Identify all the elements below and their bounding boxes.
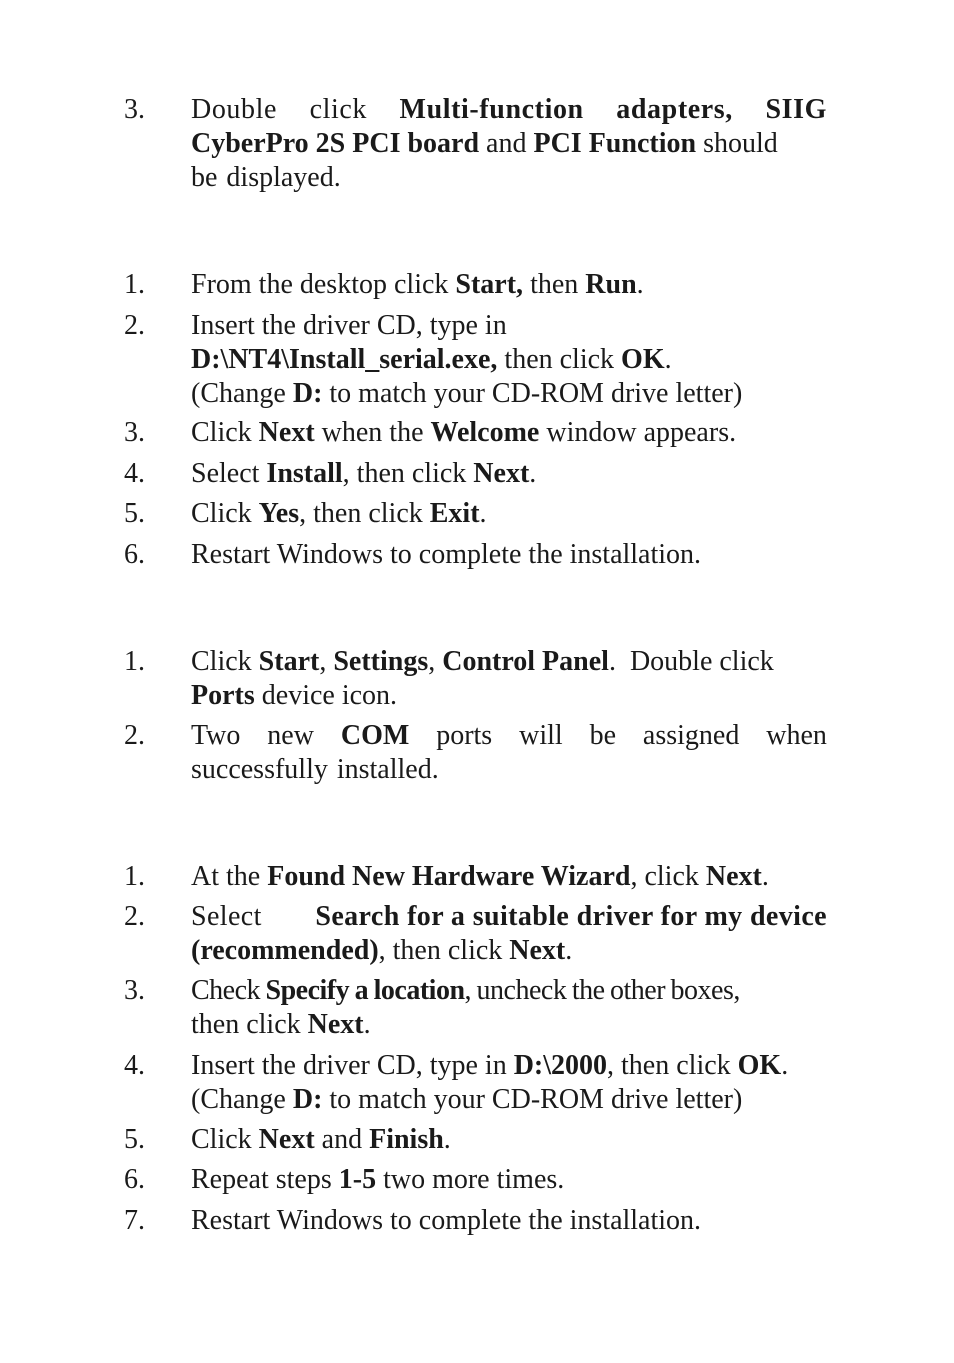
step-text: Select Search for a suitable driver for my device (recommended), then click Next.	[191, 901, 827, 966]
step-text: Restart Windows to complete the installation.	[191, 1205, 702, 1236]
step-text: At the Found New Hardware Wizard, click Next.	[191, 861, 769, 892]
step-line: Double click Multi-function adapters, SIIG	[191, 94, 827, 125]
step-text: Restart Windows to complete the installation.	[191, 539, 702, 570]
step-number: 5.	[124, 1124, 145, 1155]
step-number: 1.	[124, 646, 145, 677]
step-number: 3.	[124, 94, 145, 125]
step-number: 2.	[124, 901, 145, 932]
step-number: 4.	[124, 1050, 145, 1081]
step-text: Click Yes, then click Exit.	[191, 498, 487, 529]
step-text: Click Next when the Welcome window appears.	[191, 417, 737, 448]
step-number: 7.	[124, 1205, 145, 1236]
step-text: From the desktop click Start, then Run.	[191, 269, 644, 300]
step-number: 2.	[124, 310, 145, 341]
step-line: be displayed.	[191, 162, 341, 193]
step-text: Select Install, then click Next.	[191, 458, 537, 489]
step-text: Check Specify a location, uncheck the other boxes, then click Next.	[191, 975, 740, 1040]
step-line: CyberPro 2S PCI board and PCI Function should	[191, 128, 778, 159]
step-text: Two new COM ports will be assigned when successfully installed.	[191, 720, 827, 785]
step-number: 3.	[124, 975, 145, 1006]
step-number: 2.	[124, 720, 145, 751]
step-text	[191, 93, 827, 195]
step-number: 3.	[124, 417, 145, 448]
step-number: 6.	[124, 1164, 145, 1195]
step-text: Insert the driver CD, type in D:\NT4\Install_serial.exe, then click OK. (Change D: to match your CD-ROM drive letter)	[191, 310, 743, 409]
step-text: Repeat steps 1-5 two more times.	[191, 1164, 565, 1195]
step-text: Click Next and Finish.	[191, 1124, 451, 1155]
step-number: 6.	[124, 539, 145, 570]
step-number: 4.	[124, 458, 145, 489]
step-number: 1.	[124, 269, 145, 300]
step-text: Click Start, Settings, Control Panel. Double click Ports device icon.	[191, 646, 774, 711]
step-text: Insert the driver CD, type in D:\2000, then click OK. (Change D: to match your CD-ROM drive letter)	[191, 1050, 789, 1115]
step-number: 5.	[124, 498, 145, 529]
step-number: 1.	[124, 861, 145, 892]
